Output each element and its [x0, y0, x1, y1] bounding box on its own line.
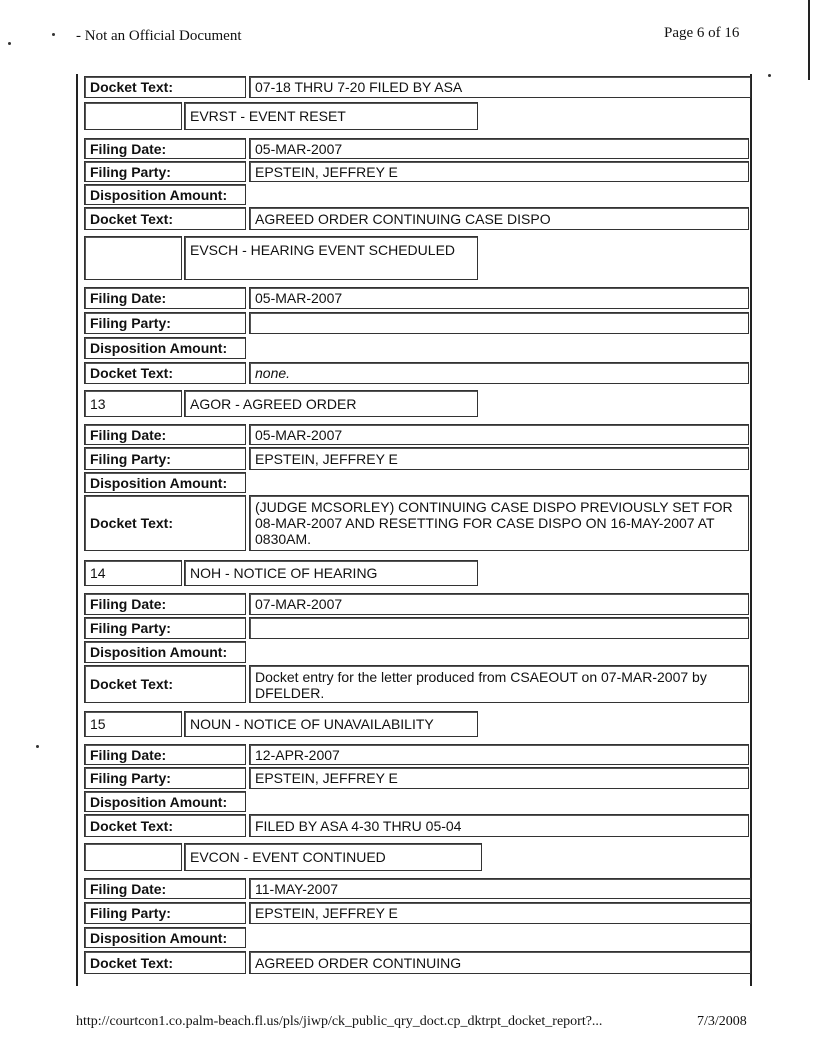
disposition-amount-label: Disposition Amount:: [84, 791, 246, 812]
docket-text-label: Docket Text:: [84, 814, 246, 837]
filing-date-label: Filing Date:: [84, 878, 246, 899]
filing-date-label: Filing Date:: [84, 287, 246, 309]
disposition-amount-value: [249, 184, 749, 205]
docket-text-value: AGREED ORDER CONTINUING CASE DISPO: [249, 207, 749, 230]
filing-party-value: EPSTEIN, JEFFREY E: [249, 161, 749, 182]
filing-date-value: 05-MAR-2007: [249, 424, 749, 445]
docket-text-label: Docket Text:: [84, 951, 246, 974]
scan-edge-line: [808, 0, 810, 80]
entry-number: [84, 236, 182, 280]
entry-number: [84, 102, 182, 130]
entry-code: NOH - NOTICE OF HEARING: [184, 560, 478, 586]
entry-code: AGOR - AGREED ORDER: [184, 390, 478, 417]
footer-url: http://courtcon1.co.palm-beach.fl.us/pls/jiwp/ck_public_qry_doct.cp_dktrpt_docket_report?...: [76, 1014, 603, 1029]
disposition-amount-value: [249, 472, 749, 493]
disposition-amount-label: Disposition Amount:: [84, 927, 246, 948]
disposition-amount-value: [249, 641, 749, 663]
entry-code: EVRST - EVENT RESET: [184, 102, 478, 130]
docket-text-value: FILED BY ASA 4-30 THRU 05-04: [249, 814, 749, 837]
scan-speck: [36, 745, 39, 748]
filing-date-value: 12-APR-2007: [249, 744, 749, 765]
docket-text-label: Docket Text:: [84, 495, 246, 551]
entry-number: [84, 843, 182, 871]
filing-party-label: Filing Party:: [84, 447, 246, 470]
entry-number: 15: [84, 711, 182, 737]
filing-party-label: Filing Party:: [84, 767, 246, 789]
docket-text-value: Docket entry for the letter produced from CSAEOUT on 07-MAR-2007 by DFELDER.: [249, 665, 749, 703]
filing-date-value: 05-MAR-2007: [249, 287, 749, 309]
disposition-amount-label: Disposition Amount:: [84, 472, 246, 493]
disposition-amount-label: Disposition Amount:: [84, 641, 246, 663]
filing-party-value: [249, 617, 749, 639]
entry-number: 14: [84, 560, 182, 586]
filing-party-value: EPSTEIN, JEFFREY E: [249, 902, 751, 924]
docket-text-value: (JUDGE MCSORLEY) CONTINUING CASE DISPO PREVIOUSLY SET FOR 08-MAR-2007 AND RESETTING FOR CASE DISPO ON 16-MAY-2007 AT 0830AM.: [249, 495, 749, 551]
docket-text-value: AGREED ORDER CONTINUING: [249, 951, 751, 974]
filing-date-value: 05-MAR-2007: [249, 138, 749, 159]
docket-text-label: Docket Text:: [84, 207, 246, 230]
docket-text-value: 07-18 THRU 7-20 FILED BY ASA: [249, 76, 751, 98]
disposition-amount-label: Disposition Amount:: [84, 337, 246, 359]
filing-party-label: Filing Party:: [84, 312, 246, 334]
docket-report-table: [76, 74, 752, 986]
filing-date-value: 07-MAR-2007: [249, 593, 749, 615]
entry-number: 13: [84, 390, 182, 417]
filing-party-label: Filing Party:: [84, 617, 246, 639]
header-watermark-text: - Not an Official Document: [76, 28, 242, 44]
filing-date-label: Filing Date:: [84, 138, 246, 159]
filing-party-value: EPSTEIN, JEFFREY E: [249, 447, 749, 470]
page-number: Page 6 of 16: [664, 25, 740, 41]
docket-text-value: none.: [249, 362, 749, 384]
filing-date-label: Filing Date:: [84, 424, 246, 445]
docket-text-label: Docket Text:: [84, 665, 246, 703]
filing-date-value: 11-MAY-2007: [249, 878, 751, 899]
filing-date-label: Filing Date:: [84, 744, 246, 765]
filing-party-label: Filing Party:: [84, 161, 246, 182]
scan-speck: [8, 42, 11, 45]
scan-speck: [768, 74, 771, 77]
filing-party-label: Filing Party:: [84, 902, 246, 924]
entry-code: EVSCH - HEARING EVENT SCHEDULED: [184, 236, 478, 280]
disposition-amount-value: [249, 791, 749, 812]
footer-date: 7/3/2008: [697, 1014, 747, 1029]
disposition-amount-value: [249, 337, 749, 359]
filing-date-label: Filing Date:: [84, 593, 246, 615]
disposition-amount-label: Disposition Amount:: [84, 184, 246, 205]
docket-text-label: Docket Text:: [84, 362, 246, 384]
scan-speck: [52, 33, 55, 36]
disposition-amount-value: [249, 927, 751, 948]
filing-party-value: EPSTEIN, JEFFREY E: [249, 767, 749, 789]
entry-code: EVCON - EVENT CONTINUED: [184, 843, 482, 871]
filing-party-value: [249, 312, 749, 334]
entry-code: NOUN - NOTICE OF UNAVAILABILITY: [184, 711, 478, 737]
docket-text-label: Docket Text:: [84, 76, 246, 98]
